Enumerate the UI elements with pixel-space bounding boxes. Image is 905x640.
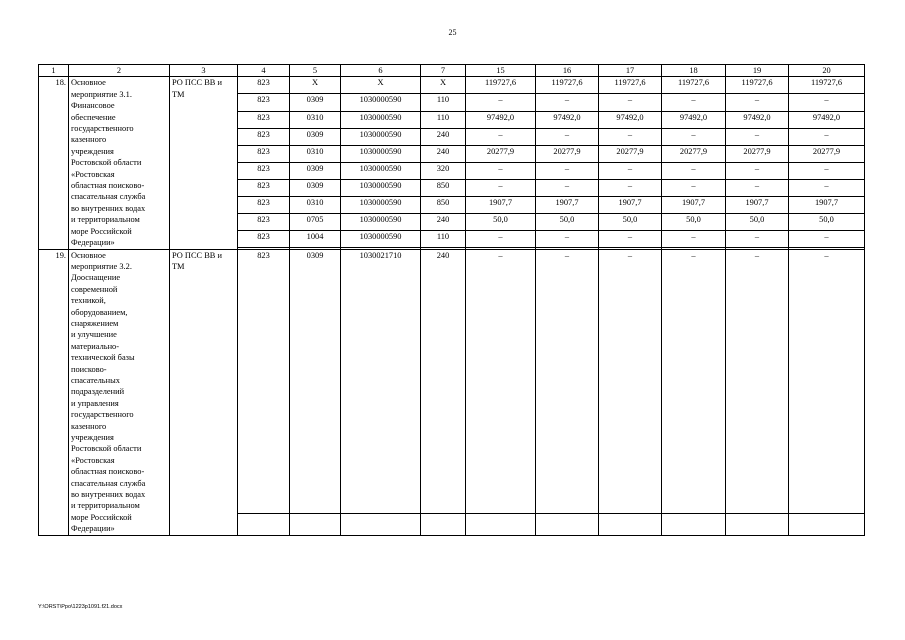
- table-cell: 1030000590: [341, 111, 421, 128]
- column-header: 18: [662, 65, 726, 77]
- description-line: мероприятие 3.1.: [71, 89, 132, 99]
- column-header: 2: [69, 65, 170, 77]
- table-cell: 20277,9: [599, 145, 662, 162]
- table-cell: 823: [238, 145, 290, 162]
- table-cell: 20277,9: [536, 145, 599, 162]
- column-header: 7: [421, 65, 466, 77]
- table-cell: 97492,0: [599, 111, 662, 128]
- table-cell: 119727,6: [662, 77, 726, 94]
- table-cell: 0309: [290, 94, 341, 111]
- table-cell: 0310: [290, 145, 341, 162]
- table-cell: 20277,9: [789, 145, 865, 162]
- table-cell: –: [662, 179, 726, 196]
- executor: РО ПСС ВВ и ТМ: [170, 77, 238, 249]
- table-cell: 823: [238, 162, 290, 179]
- description-line: и улучшение: [71, 330, 117, 340]
- description-line: обеспечение: [71, 112, 116, 122]
- description-line: Федерации»: [71, 238, 115, 248]
- description-line: казенного: [71, 135, 107, 145]
- empty-cell: [662, 514, 726, 535]
- budget-table: [38, 64, 865, 536]
- empty-cell: [421, 514, 466, 535]
- description-line: снаряжением: [71, 318, 119, 328]
- table-cell: 110: [421, 111, 466, 128]
- empty-cell: [536, 514, 599, 535]
- description-line: современной: [71, 284, 118, 294]
- table-cell: 20277,9: [726, 145, 789, 162]
- empty-cell: [341, 514, 421, 535]
- column-header: 3: [170, 65, 238, 77]
- measure-description: [69, 249, 170, 535]
- column-header: 17: [599, 65, 662, 77]
- table-cell: 1907,7: [466, 196, 536, 213]
- header-row: [39, 65, 865, 77]
- table-cell: 1004: [290, 230, 341, 247]
- description-line: учреждения: [71, 433, 114, 442]
- description-line: Финансовое: [71, 101, 115, 111]
- table-cell: 50,0: [599, 213, 662, 230]
- description-line: поисково-: [71, 364, 107, 374]
- column-header: 4: [238, 65, 290, 77]
- table-cell: 0310: [290, 196, 341, 213]
- table-cell: –: [726, 179, 789, 196]
- table-cell: –: [536, 128, 599, 145]
- table-cell: –: [599, 94, 662, 111]
- description-line: казенного: [71, 421, 107, 431]
- table-row: [39, 249, 865, 514]
- table-cell: –: [599, 162, 662, 179]
- table-cell: 119727,6: [789, 77, 865, 94]
- table-cell: 823: [238, 179, 290, 196]
- description-line: море Российской: [71, 226, 132, 236]
- table-cell: –: [726, 249, 789, 514]
- table-cell: 240: [421, 249, 466, 514]
- description-line: Ростовской области: [71, 158, 142, 168]
- file-path-footer: Y:\ORST\Ppo\1223p1091.f21.docx: [38, 604, 123, 610]
- table-cell: 823: [238, 128, 290, 145]
- row-number: 18.: [39, 77, 69, 249]
- measure-description: [69, 77, 170, 249]
- table-cell: 110: [421, 230, 466, 247]
- table-cell: –: [599, 179, 662, 196]
- column-header: 20: [789, 65, 865, 77]
- description-line: оборудованием,: [71, 307, 128, 317]
- table-cell: 850: [421, 196, 466, 213]
- description-line: государственного: [71, 410, 134, 420]
- table-cell: –: [599, 128, 662, 145]
- table-cell: –: [726, 162, 789, 179]
- column-header: 16: [536, 65, 599, 77]
- table-cell: X: [290, 77, 341, 94]
- description-line: спасательная служба: [71, 478, 146, 488]
- table-cell: –: [789, 249, 865, 514]
- column-header: 1: [39, 65, 69, 77]
- table-cell: 823: [238, 196, 290, 213]
- table-cell: –: [789, 179, 865, 196]
- table-cell: 823: [238, 111, 290, 128]
- table-cell: –: [662, 128, 726, 145]
- table-row: [39, 77, 865, 94]
- empty-cell: [290, 514, 341, 535]
- table-cell: –: [789, 94, 865, 111]
- table-cell: –: [662, 230, 726, 247]
- table-cell: 1030000590: [341, 145, 421, 162]
- table-cell: –: [599, 230, 662, 247]
- empty-cell: [466, 514, 536, 535]
- table-cell: 0309: [290, 179, 341, 196]
- description-line: «Ростовская: [71, 169, 115, 179]
- table-cell: –: [599, 249, 662, 514]
- table-cell: 50,0: [726, 213, 789, 230]
- description-line: Федерации»: [71, 524, 115, 534]
- column-header: 6: [341, 65, 421, 77]
- table-cell: 0705: [290, 213, 341, 230]
- table-cell: 1030000590: [341, 230, 421, 247]
- table-cell: –: [466, 128, 536, 145]
- description-line: спасательная служба: [71, 192, 146, 202]
- table-cell: –: [466, 179, 536, 196]
- empty-cell: [726, 514, 789, 535]
- table-cell: –: [662, 249, 726, 514]
- column-header: 19: [726, 65, 789, 77]
- description-line: областная поисково-: [71, 181, 145, 191]
- table-cell: 1907,7: [536, 196, 599, 213]
- description-line: областная поисково-: [71, 467, 145, 477]
- table-cell: 1907,7: [599, 196, 662, 213]
- description-line: и территориальном: [71, 215, 140, 225]
- table-cell: 823: [238, 230, 290, 247]
- table-cell: 97492,0: [466, 111, 536, 128]
- table-cell: 850: [421, 179, 466, 196]
- row-number: 19.: [39, 249, 69, 535]
- table-cell: –: [536, 249, 599, 514]
- table-cell: 823: [238, 249, 290, 514]
- table-cell: 119727,6: [536, 77, 599, 94]
- page-number: 25: [448, 28, 457, 37]
- table-cell: 1907,7: [662, 196, 726, 213]
- table-cell: 97492,0: [536, 111, 599, 128]
- table-cell: 240: [421, 128, 466, 145]
- table-cell: 1030000590: [341, 213, 421, 230]
- description-line: учреждения: [71, 146, 114, 156]
- table-cell: 50,0: [536, 213, 599, 230]
- table-cell: 823: [238, 213, 290, 230]
- table-cell: –: [536, 94, 599, 111]
- table-cell: 240: [421, 213, 466, 230]
- empty-cell: [599, 514, 662, 535]
- description-line: море Российской: [71, 512, 132, 522]
- table-cell: 20277,9: [662, 145, 726, 162]
- table-cell: –: [536, 179, 599, 196]
- table-cell: 823: [238, 94, 290, 111]
- table-cell: 97492,0: [789, 111, 865, 128]
- empty-cell: [238, 514, 290, 535]
- column-header: 5: [290, 65, 341, 77]
- table-cell: 1030000590: [341, 196, 421, 213]
- description-line: технической базы: [71, 353, 135, 363]
- table-cell: 110: [421, 94, 466, 111]
- table-cell: 823: [238, 77, 290, 94]
- table-cell: 97492,0: [726, 111, 789, 128]
- table-cell: 119727,6: [726, 77, 789, 94]
- description-line: во внутренних водах: [71, 490, 146, 500]
- table-cell: 0309: [290, 128, 341, 145]
- table-cell: –: [726, 128, 789, 145]
- table-cell: 1907,7: [726, 196, 789, 213]
- table-cell: 50,0: [789, 213, 865, 230]
- table-cell: 320: [421, 162, 466, 179]
- description-line: техникой,: [71, 296, 106, 306]
- table-cell: –: [466, 94, 536, 111]
- table-cell: –: [789, 230, 865, 247]
- table-cell: –: [726, 94, 789, 111]
- description-line: спасательных: [71, 375, 120, 385]
- executor: РО ПСС ВВ и ТМ: [170, 249, 238, 535]
- description-line: Основное: [71, 250, 106, 260]
- table-cell: 50,0: [466, 213, 536, 230]
- table-cell: 0310: [290, 111, 341, 128]
- table-cell: 119727,6: [599, 77, 662, 94]
- table-cell: 1030021710: [341, 249, 421, 514]
- description-line: Основное: [71, 78, 106, 88]
- table-cell: 0309: [290, 249, 341, 514]
- table-cell: –: [789, 162, 865, 179]
- table-cell: –: [726, 230, 789, 247]
- table-cell: 0309: [290, 162, 341, 179]
- table-cell: –: [662, 94, 726, 111]
- column-header: 15: [466, 65, 536, 77]
- description-line: во внутренних водах: [71, 203, 146, 213]
- table-cell: –: [789, 128, 865, 145]
- description-line: мероприятие 3.2.: [71, 261, 132, 271]
- table-cell: –: [536, 230, 599, 247]
- table-cell: 1030000590: [341, 162, 421, 179]
- description-line: «Ростовская: [71, 455, 115, 465]
- table-cell: –: [466, 162, 536, 179]
- table-cell: –: [662, 162, 726, 179]
- table-cell: 119727,6: [466, 77, 536, 94]
- table-cell: 97492,0: [662, 111, 726, 128]
- description-line: подразделений: [71, 387, 125, 397]
- description-line: и территориальном: [71, 501, 140, 511]
- description-line: и управления: [71, 398, 119, 408]
- empty-cell: [789, 514, 865, 535]
- table-cell: 1030000590: [341, 179, 421, 196]
- table-cell: 1030000590: [341, 94, 421, 111]
- table-cell: –: [466, 249, 536, 514]
- description-line: Ростовской области: [71, 444, 142, 454]
- table-cell: X: [341, 77, 421, 94]
- table-cell: 50,0: [662, 213, 726, 230]
- description-line: Дооснащение: [71, 273, 121, 283]
- table-cell: –: [466, 230, 536, 247]
- table-cell: 1030000590: [341, 128, 421, 145]
- table-cell: 20277,9: [466, 145, 536, 162]
- table-cell: X: [421, 77, 466, 94]
- table-cell: 240: [421, 145, 466, 162]
- table-cell: –: [536, 162, 599, 179]
- table-cell: 1907,7: [789, 196, 865, 213]
- description-line: государственного: [71, 124, 134, 134]
- description-line: материально-: [71, 341, 120, 351]
